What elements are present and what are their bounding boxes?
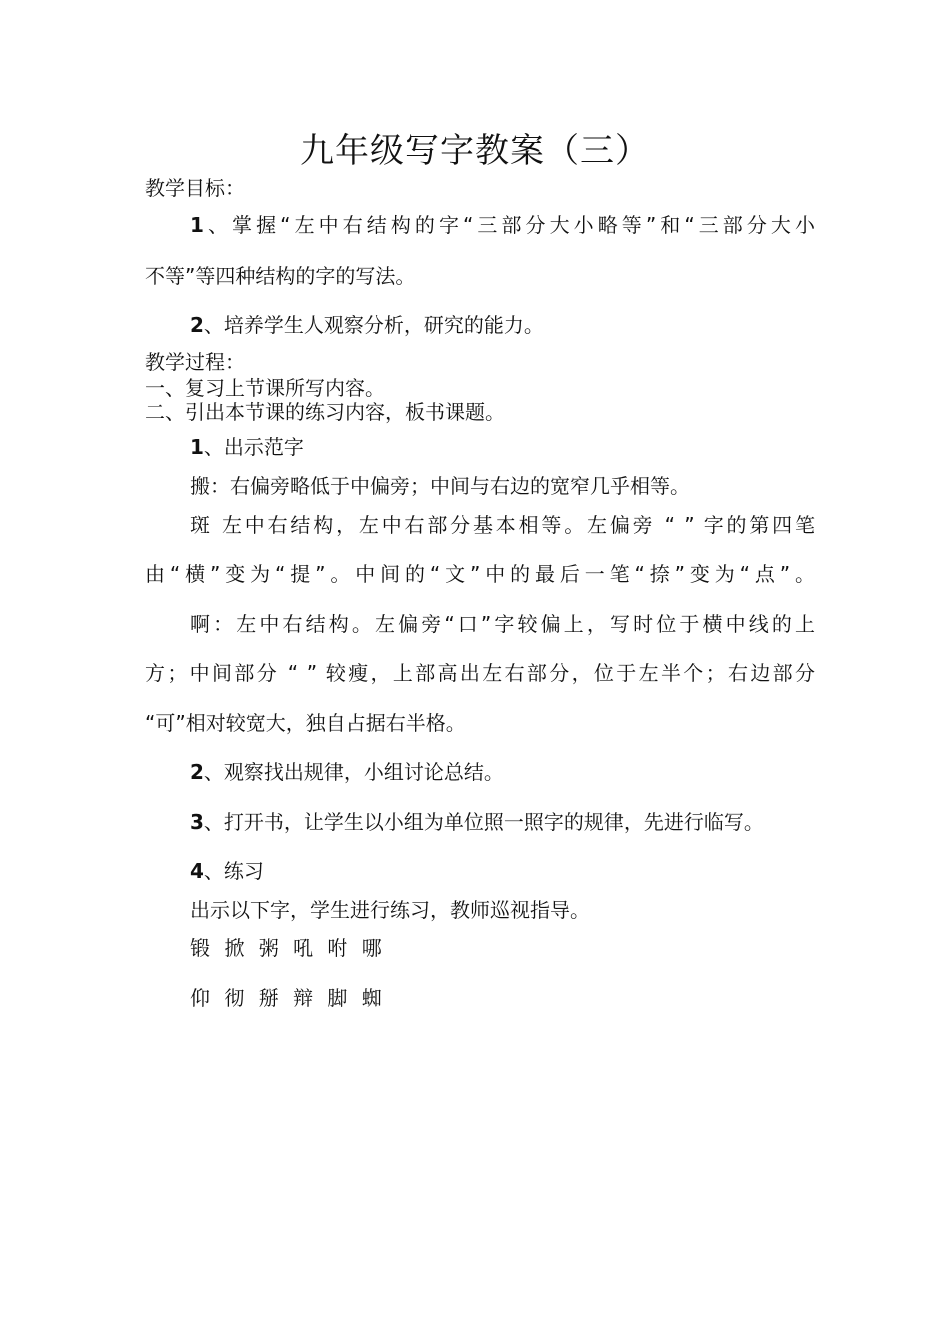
goal-1-number: 1 xyxy=(190,213,204,237)
sub-step-3 xyxy=(190,808,815,836)
step-2: 二、引出本节课的练习内容，板书课题。 xyxy=(145,400,505,424)
practice-chars-row-2: 仰 彻 掰 辩 脚 蜘 xyxy=(190,986,386,1010)
sub-step-1-text: 、出示范字 xyxy=(203,435,304,459)
goal-1-line-1 xyxy=(190,211,815,239)
sub-step-4-number: 4 xyxy=(190,859,204,883)
goal-2-number: 2 xyxy=(190,313,204,337)
example-char-ban2-line-2: 由“横”变为“提”。中间的“文”中的最后一笔“捺”变为“点”。 xyxy=(145,562,815,586)
sub-step-3-number: 3 xyxy=(190,810,204,834)
example-char-ban2-line-1: 斑 左中右结构，左中右部分基本相等。左偏旁 “ ” 字的第四笔 xyxy=(190,513,815,537)
sub-step-2-text: 、观察找出规律，小组讨论总结。 xyxy=(203,760,504,784)
example-char-a-line-2: 方；中间部分 “ ” 较瘦，上部高出左右部分，位于左半个；右边部分 xyxy=(145,661,815,685)
goal-1-text-a: 、掌握“左中右结构的字“三部分大小略等”和“三部分大小 xyxy=(203,213,815,237)
practice-intro: 出示以下字，学生进行练习，教师巡视指导。 xyxy=(190,898,590,922)
sub-step-4-text: 、练习 xyxy=(203,859,264,883)
example-char-a-line-3: “可”相对较宽大，独自占据右半格。 xyxy=(145,711,466,735)
page-title: 九年级写字教案（三） xyxy=(300,131,650,171)
sub-step-1 xyxy=(190,433,815,461)
sub-step-3-text: 、打开书，让学生以小组为单位照一照字的规律，先进行临写。 xyxy=(203,810,764,834)
sub-step-4 xyxy=(190,857,815,885)
sub-step-2-number: 2 xyxy=(190,760,204,784)
example-char-ban: 搬：右偏旁略低于中偏旁；中间与右边的宽窄几乎相等。 xyxy=(190,474,690,498)
process-heading: 教学过程： xyxy=(145,350,245,374)
goal-2 xyxy=(190,311,815,339)
sub-step-1-number: 1 xyxy=(190,435,204,459)
goal-2-text: 、培养学生人观察分析，研究的能力。 xyxy=(203,313,544,337)
step-1: 一、复习上节课所写内容。 xyxy=(145,376,385,400)
goals-heading: 教学目标： xyxy=(145,176,245,200)
example-char-a-line-1: 啊：左中右结构。左偏旁“口”字较偏上，写时位于横中线的上 xyxy=(190,612,815,636)
goal-1-line-2: 不等”等四种结构的字的写法。 xyxy=(145,264,416,288)
sub-step-2 xyxy=(190,758,815,786)
practice-chars-row-1: 锻 掀 粥 吼 咐 哪 xyxy=(190,936,386,960)
